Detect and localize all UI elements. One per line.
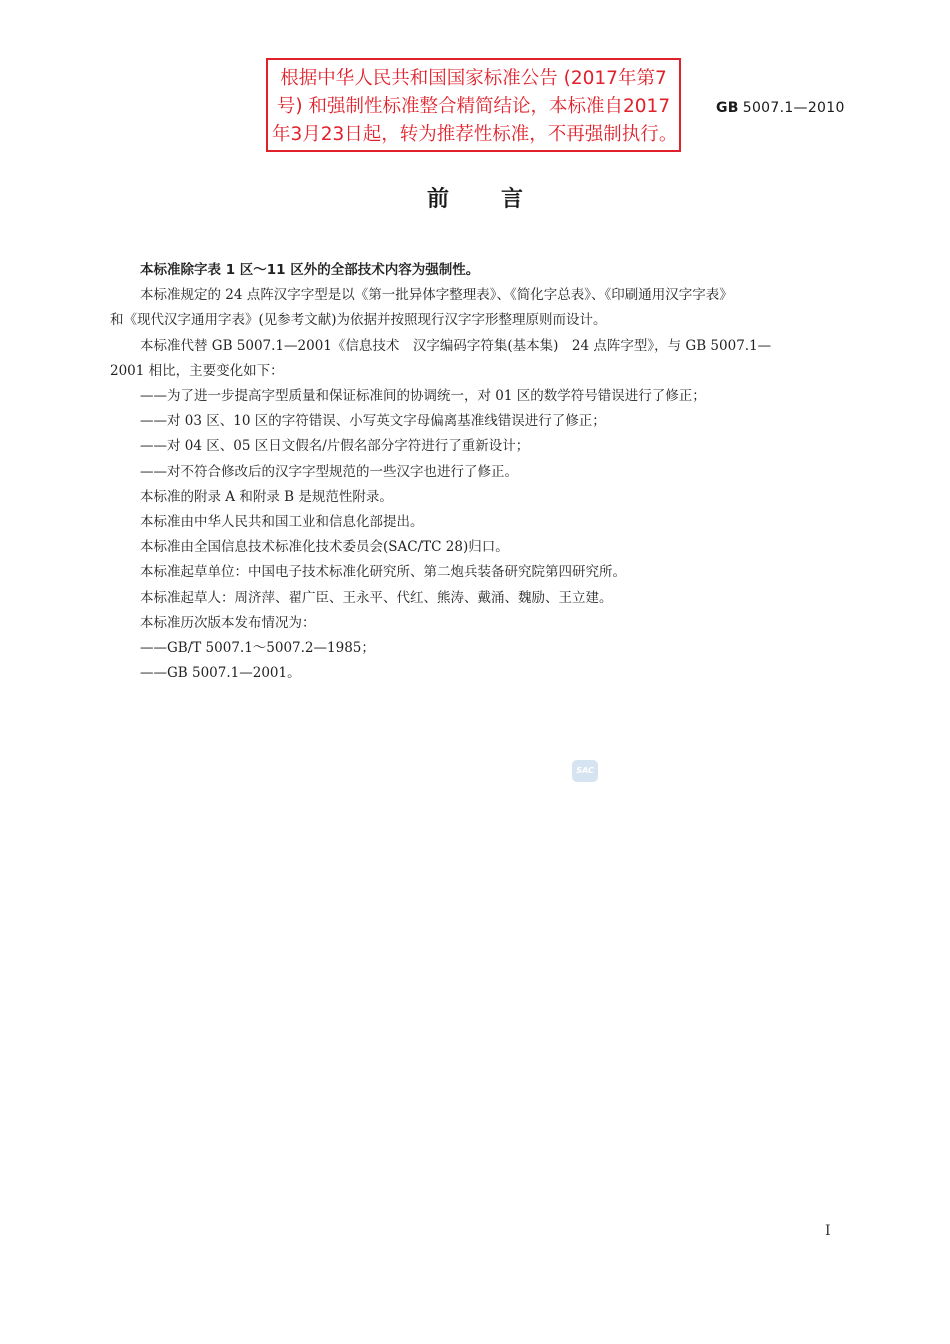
version-item: ——GB 5007.1—2001。 [140, 665, 301, 682]
change-item: ——对不符合修改后的汉字字型规范的一些汉字也进行了修正。 [140, 463, 518, 480]
standard-code [716, 100, 845, 116]
standard-number: 5007.1—2010 [742, 100, 845, 116]
page-title: 前言 [426, 187, 575, 212]
notice-line-1: 根据中华人民共和国国家标准公告 (2017年第7 [280, 68, 667, 89]
body-line: 本标准代替 GB 5007.1—2001《信息技术 汉字编码字符集(基本集) 24 点阵字型》，与 GB 5007.1— [140, 337, 772, 354]
body-line: 本标准由中华人民共和国工业和信息化部提出。 [140, 514, 424, 531]
body-line: 本标准起草单位：中国电子技术标准化研究所、第二炮兵装备研究院第四研究所。 [140, 564, 626, 581]
notice-line-2: 号) 和强制性标准整合精简结论，本标准自2017 [276, 96, 671, 117]
mandatory-scope-line: 本标准除字表 1 区～11 区外的全部技术内容为强制性。 [140, 262, 480, 278]
change-item: ——对 03 区、10 区的字符错误、小写英文字母偏离基准线错误进行了修正； [140, 413, 606, 430]
body-line: 本标准规定的 24 点阵汉字字型是以《第一批异体字整理表》、《简化字总表》、《印刷通用汉字字表》 [140, 287, 733, 304]
body-line: 本标准起草人：周济萍、翟广臣、王永平、代红、熊涛、戴涌、魏励、王立建。 [140, 589, 613, 606]
change-item: ——对 04 区、05 区日文假名/片假名部分字符进行了重新设计； [140, 438, 530, 455]
change-item: ——为了进一步提高字型质量和保证标准间的协调统一，对 01 区的数学符号错误进行了修正； [140, 388, 706, 405]
page-number: I [825, 1223, 831, 1239]
mandatory-status-notice [266, 58, 681, 152]
body-line: 和《现代汉字通用字表》(见参考文献)为依据并按照现行汉字字形整理原则而设计。 [110, 312, 607, 329]
body-line: 2001 相比，主要变化如下： [110, 362, 284, 379]
body-line: 本标准的附录 A 和附录 B 是规范性附录。 [140, 488, 393, 505]
body-line: 本标准历次版本发布情况为： [140, 614, 316, 631]
version-item: ——GB/T 5007.1～5007.2—1985； [140, 640, 375, 657]
notice-line-3: 年3月23日起，转为推荐性标准，不再强制执行。 [272, 124, 678, 145]
standard-prefix: GB [716, 100, 739, 116]
sac-logo-icon: SAC [572, 760, 598, 782]
preface-body [110, 258, 845, 686]
body-line: 本标准由全国信息技术标准化技术委员会(SAC/TC 28)归口。 [140, 539, 509, 556]
